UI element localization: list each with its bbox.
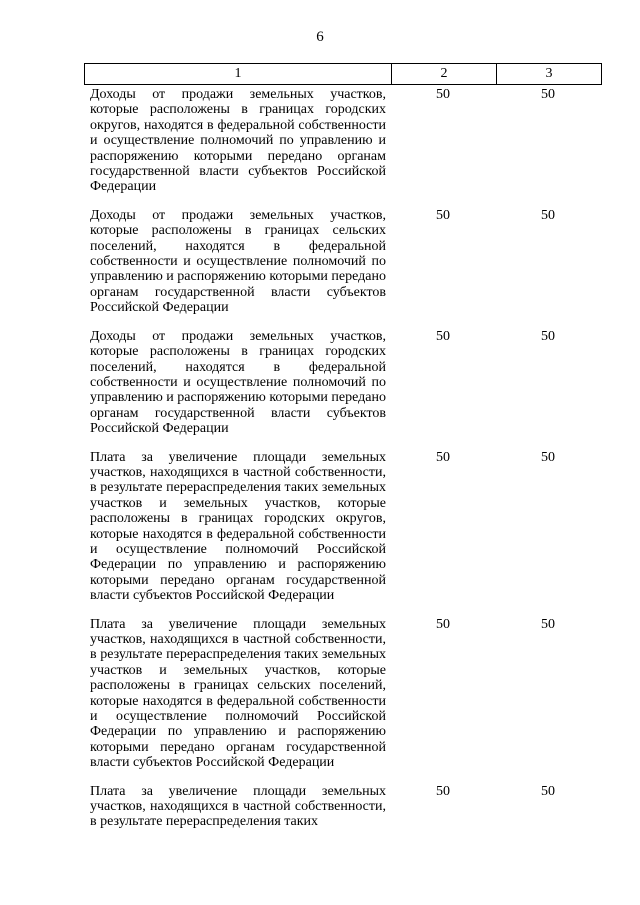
row-value-col2: 50 (436, 207, 450, 223)
row-value-col3: 50 (541, 783, 555, 799)
header-cell-col1: 1 (85, 64, 392, 85)
page-number: 6 (316, 29, 324, 45)
row-description: Доходы от продажи земельных участков, которые расположены в границах городских поселений, находятся в федеральной собственности и осуществление полномочий по управлению и распоряжению которыми передано органам государственной власти субъектов Российской Федерации (90, 328, 386, 437)
row-value-col3: 50 (541, 87, 555, 102)
table-body (84, 87, 600, 843)
row-value-col2: 50 (436, 449, 450, 465)
row-value-col2: 50 (436, 328, 450, 344)
row-value-col3: 50 (541, 207, 555, 223)
table-header-row (85, 64, 602, 85)
header-cell-col3: 3 (497, 64, 602, 85)
table-row (84, 87, 600, 195)
table-row (84, 208, 600, 316)
row-description: Доходы от продажи земельных участков, которые расположены в границах сельских поселений, находятся в федеральной собственности и осуществление полномочий по управлению и распоряжению которыми передано органам государственной власти субъектов Российской Федерации (90, 207, 386, 316)
table-row (84, 784, 600, 830)
row-value-col3: 50 (541, 328, 555, 344)
header-cell-col2: 2 (392, 64, 497, 85)
table-row (84, 450, 600, 604)
row-value-col2: 50 (436, 87, 450, 102)
row-value-col2: 50 (436, 783, 450, 799)
table-row (84, 329, 600, 437)
row-description: Доходы от продажи земельных участков, которые расположены в границах городских округов, находятся в федеральной собственности и осуществление полномочий по управлению и распоряжению которыми передано органам государственной власти субъектов Российской Федерации (90, 87, 386, 195)
row-value-col3: 50 (541, 616, 555, 632)
row-description: Плата за увеличение площади земельных участков, находящихся в частной собственности, в результате перераспределения таких земельных участков и земельных участков, которые расположены в границах городских округов, которые находятся в федеральной собственности и осуществление полномочий Российской Федерации по управлению и распоряжению которыми передано органам государственной власти субъектов Российской Федерации (90, 449, 386, 604)
row-description: Плата за увеличение площади земельных участков, находящихся в частной собственности, в результате перераспределения таких (90, 783, 386, 830)
row-description: Плата за увеличение площади земельных участков, находящихся в частной собственности, в результате перераспределения таких земельных участков и земельных участков, которые расположены в границах сельских поселений, которые находятся в федеральной собственности и осуществление полномочий Российской Федерации по управлению и распоряжению которыми передано органам государственной власти субъектов Российской Федерации (90, 616, 386, 771)
table-row (84, 617, 600, 771)
row-value-col2: 50 (436, 616, 450, 632)
row-value-col3: 50 (541, 449, 555, 465)
table-header (84, 63, 602, 85)
